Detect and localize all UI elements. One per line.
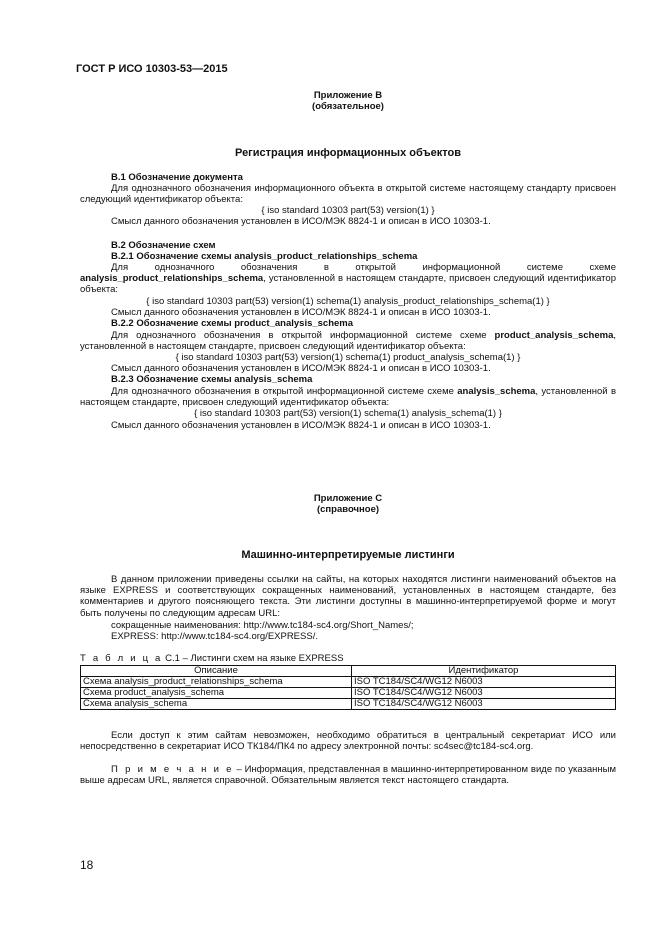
table-cell-description: Схема analysis_schema: [81, 699, 352, 710]
b21-heading: B.2.1 Обозначение схемы analysis_product_relationships_schema: [111, 251, 418, 262]
table-cell-identifier: ISO TC184/SC4/WG12 N6003: [352, 699, 616, 710]
b22-text: [80, 330, 616, 352]
b22-text-post: , установленной в настоящем стандарте, присвоен следующий идентификатор объекта:: [80, 330, 616, 353]
access-paragraph: Если доступ к этим сайтам невозможен, необходимо обратиться в центральный секретариат ИСО или непосредственно в секретариат ИСО ТК184/ПК4 по адресу электронной почты: sc4sec@tc184-sc4.org.: [80, 730, 616, 753]
b21-text-pre: Для однозначного обозначения в открытой информационной системе схеме: [111, 262, 616, 273]
b21-text: [80, 262, 616, 296]
table-row: [81, 699, 616, 710]
b22-text-pre: Для однозначного обозначения в открытой информационной системе схеме: [111, 330, 495, 341]
b2-heading: B.2 Обозначение схем: [111, 240, 216, 251]
note-text: – Информация, представленная в машинно-интерпретированном виде по указанным выше адресам URL, является справочной. Обязательным является текст настоящего стандарта.: [80, 764, 616, 787]
b21-schema-name: analysis_product_relationships_schema: [80, 273, 264, 285]
table-caption-text: С.1 – Листинги схем на языке EXPRESS: [162, 653, 344, 664]
annex-c-status: (справочное): [316, 504, 380, 515]
annex-b-status: (обязательное): [312, 101, 384, 112]
b22-meaning: Смысл данного обозначения установлен в ИСО/МЭК 8824-1 и описан в ИСО 10303-1.: [111, 363, 491, 374]
b23-text-pre: Для однозначного обозначения в открытой информационной системе схеме: [111, 386, 458, 397]
b21-text-post: , установленной в настоящем стандарте, присвоен следующий идентификатор объекта:: [80, 273, 616, 296]
page-number: 18: [80, 858, 94, 872]
schema-listings-table: [80, 665, 616, 710]
annex-c-title: Машинно-интерпретируемые листинги: [241, 549, 455, 561]
table-header-row: [81, 666, 616, 677]
table-cell-identifier: ISO TC184/SC4/WG12 N6003: [352, 677, 616, 688]
b22-identifier: { iso standard 10303 part(53) version(1) schema(1) product_analysis_schema(1) }: [175, 352, 521, 363]
annex-b-label: Приложение B: [313, 90, 383, 101]
annex-b-title: Регистрация информационных объектов: [235, 147, 461, 159]
table-caption-label: Т а б л и ц а: [80, 653, 163, 664]
annex-c-intro: В данном приложении приведены ссылки на сайты, на которых находятся листинги наименований объектов на языке EXPRESS и соответствующих сокращенных наименований, установленных в настоящем стандарте, без комментариев и другого поясняющего текста. Эти листинги доступны в машинно-интерпретируемой форме и могут быть получены по следующим адресам URL:: [80, 574, 616, 619]
b23-text-post: , установленной в настоящем стандарте, присвоен следующий идентификатор объекта:: [80, 386, 616, 409]
b23-meaning: Смысл данного обозначения установлен в ИСО/МЭК 8824-1 и описан в ИСО 10303-1.: [111, 420, 491, 431]
b23-text: [80, 386, 616, 408]
b23-identifier: { iso standard 10303 part(53) version(1) schema(1) analysis_schema(1) }: [194, 408, 502, 419]
note-label: П р и м е ч а н и е: [111, 764, 234, 775]
b22-schema-name: product_analysis_schema: [494, 330, 614, 341]
table-row: [81, 677, 616, 688]
b22-heading: B.2.2 Обозначение схемы product_analysis_schema: [111, 318, 354, 329]
b1-identifier: { iso standard 10303 part(53) version(1) }: [261, 205, 435, 216]
note-paragraph: [80, 764, 616, 786]
table-cell-description: Схема analysis_product_relationships_schema: [81, 677, 352, 688]
b1-heading: B.1 Обозначение документа: [111, 172, 243, 183]
standard-designation: ГОСТ Р ИСО 10303-53—2015: [76, 63, 228, 75]
b23-schema-name: analysis_schema: [457, 386, 536, 397]
annex-c-label: Приложение C: [313, 493, 383, 504]
b1-text: Для однозначного обозначения информационного объекта в открытой системе настоящему стандарту присвоен следующий идентификатор объекта:: [80, 183, 616, 206]
b1-meaning: Смысл данного обозначения установлен в ИСО/МЭК 8824-1 и описан в ИСО 10303-1.: [111, 216, 491, 227]
table-caption: [80, 653, 616, 664]
b21-identifier: { iso standard 10303 part(53) version(1) schema(1) analysis_product_relationships_schema(1) }: [146, 296, 550, 307]
b21-meaning: Смысл данного обозначения установлен в ИСО/МЭК 8824-1 и описан в ИСО 10303-1.: [111, 307, 491, 318]
table-header-description: Описание: [81, 666, 352, 677]
url-express: EXPRESS: http://www.tc184-sc4.org/EXPRESS/.: [111, 631, 318, 642]
url-short-names: сокращенные наименования: http://www.tc184-sc4.org/Short_Names/;: [111, 620, 414, 631]
table-row: [81, 688, 616, 699]
table-header-identifier: Идентификатор: [352, 666, 616, 677]
b23-heading: B.2.3 Обозначение схемы analysis_schema: [111, 374, 313, 385]
table-cell-identifier: ISO TC184/SC4/WG12 N6003: [352, 688, 616, 699]
table-cell-description: Схема product_analysis_schema: [81, 688, 352, 699]
